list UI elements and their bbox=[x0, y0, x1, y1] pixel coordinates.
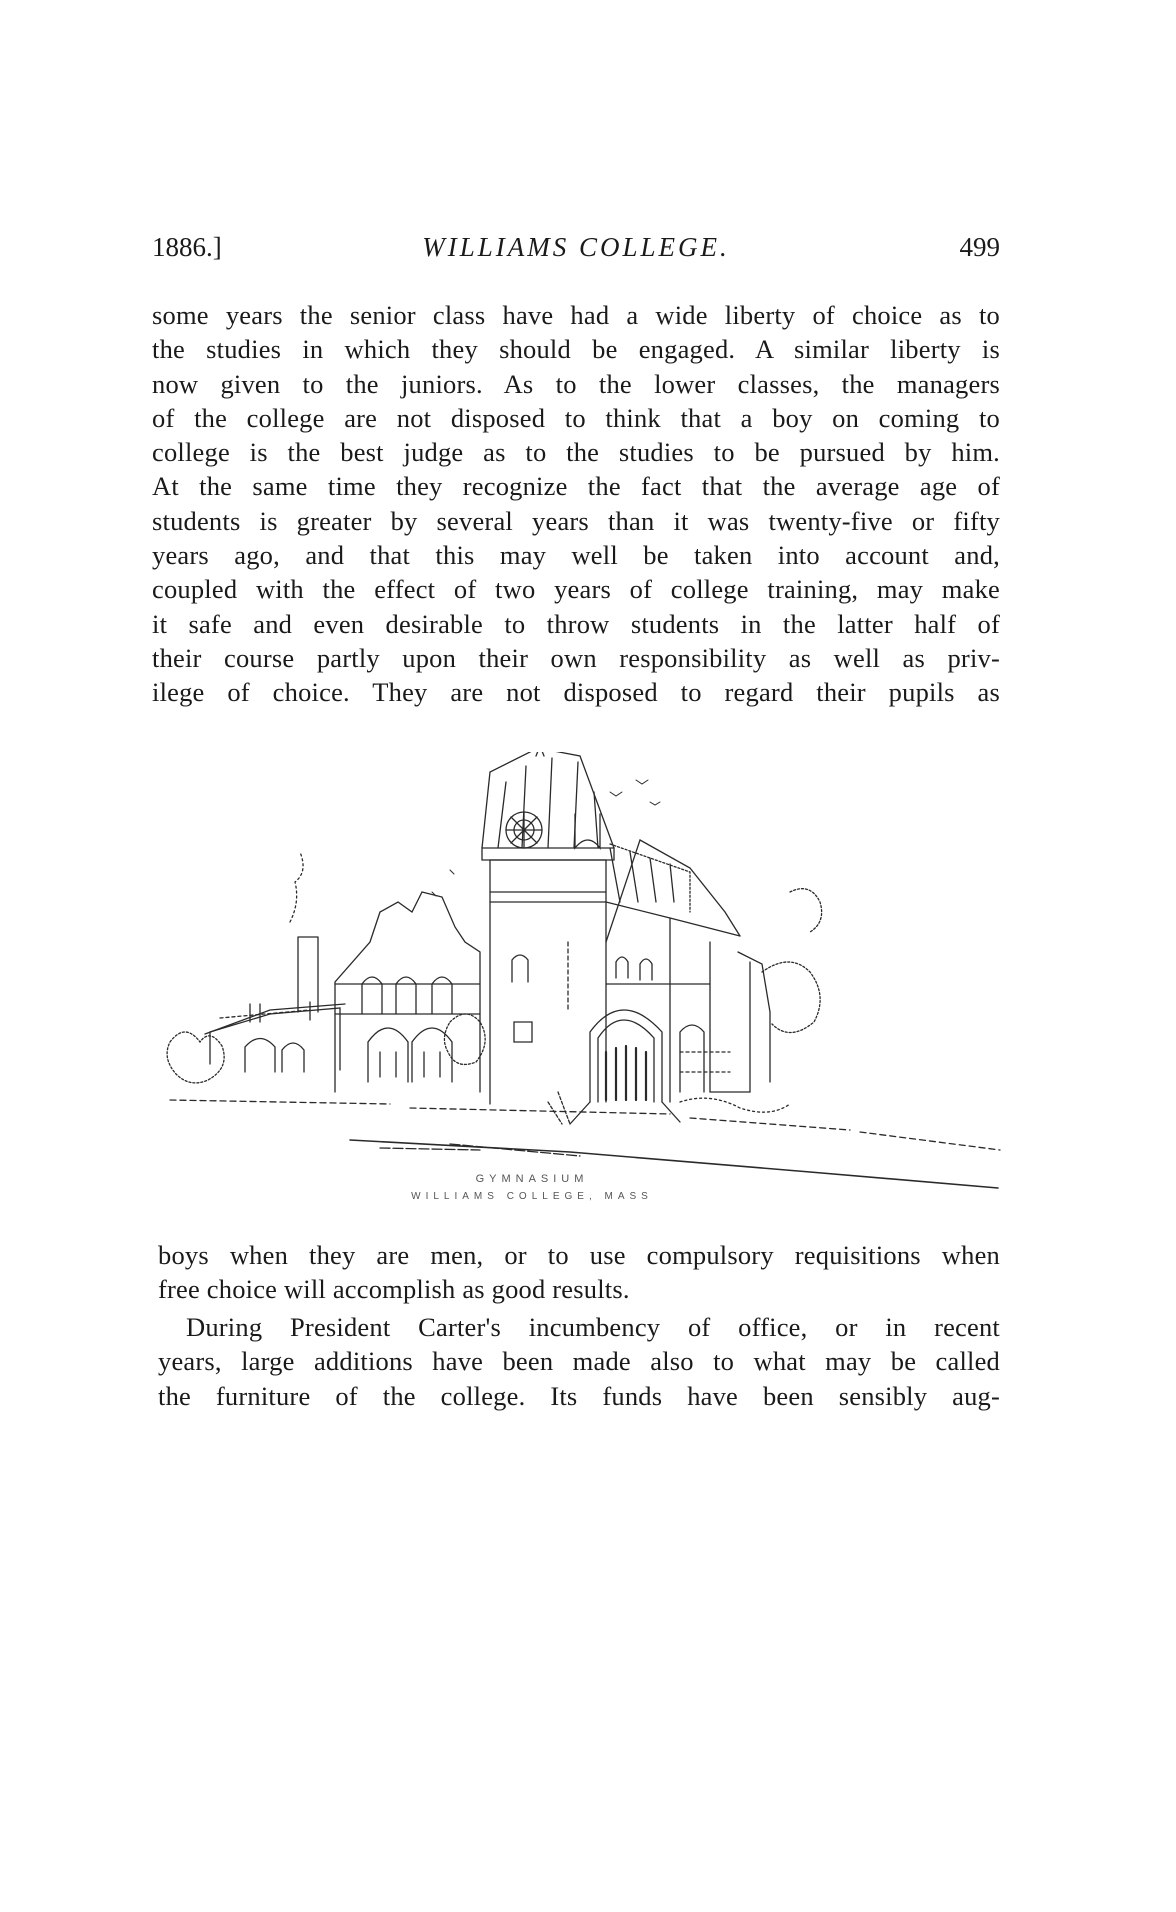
text-line: their course partly upon their own responsibility as well as priv- bbox=[152, 642, 1000, 673]
paragraph-top bbox=[152, 298, 1000, 710]
text-line: ilege of choice. They are not disposed to regard their pupils as bbox=[152, 677, 1000, 708]
text-line: free choice will accomplish as good results. bbox=[158, 1274, 630, 1305]
page-number: 499 bbox=[959, 232, 1000, 262]
text-line: now given to the juniors. As to the lower classes, the managers bbox=[152, 368, 1000, 399]
text-line: boys when they are men, or to use compulsory requisitions when bbox=[158, 1240, 1000, 1270]
text-line: years, large additions have been made also to what may be called bbox=[158, 1346, 1000, 1377]
text-line: the studies in which they should be engaged. A similar liberty is bbox=[152, 334, 1000, 365]
caption-line-1: GYMNASIUM bbox=[475, 1173, 589, 1185]
text-line: years ago, and that this may well be taken into account and, bbox=[152, 540, 1000, 571]
gymnasium-illustration bbox=[150, 752, 1020, 1204]
text-line: coupled with the effect of two years of college training, may make bbox=[152, 574, 1000, 605]
header-year: 1886.] bbox=[152, 232, 222, 262]
caption-line-2: WILLIAMS COLLEGE, MASS bbox=[411, 1191, 653, 1202]
text-line: it safe and even desirable to throw students in the latter half of bbox=[152, 608, 1000, 639]
text-line: the furniture of the college. Its funds have been sensibly aug- bbox=[158, 1380, 1000, 1411]
text-line: college is the best judge as to the studies to be pursued by him. bbox=[152, 437, 1000, 468]
running-header bbox=[152, 232, 1000, 272]
text-line: At the same time they recognize the fact that the average age of bbox=[152, 471, 1000, 502]
text-line: During President Carter's incumbency of office, or in recent bbox=[186, 1312, 1000, 1342]
text-line: some years the senior class have had a wide liberty of choice as to bbox=[152, 300, 1000, 330]
paragraph-bottom-1 bbox=[158, 1238, 1000, 1307]
text-line: of the college are not disposed to think that a boy on coming to bbox=[152, 402, 1000, 433]
text-line: students is greater by several years than it was twenty-five or fifty bbox=[152, 505, 1000, 536]
header-title: WILLIAMS COLLEGE. bbox=[422, 232, 730, 262]
paragraph-bottom-2 bbox=[158, 1310, 1000, 1413]
